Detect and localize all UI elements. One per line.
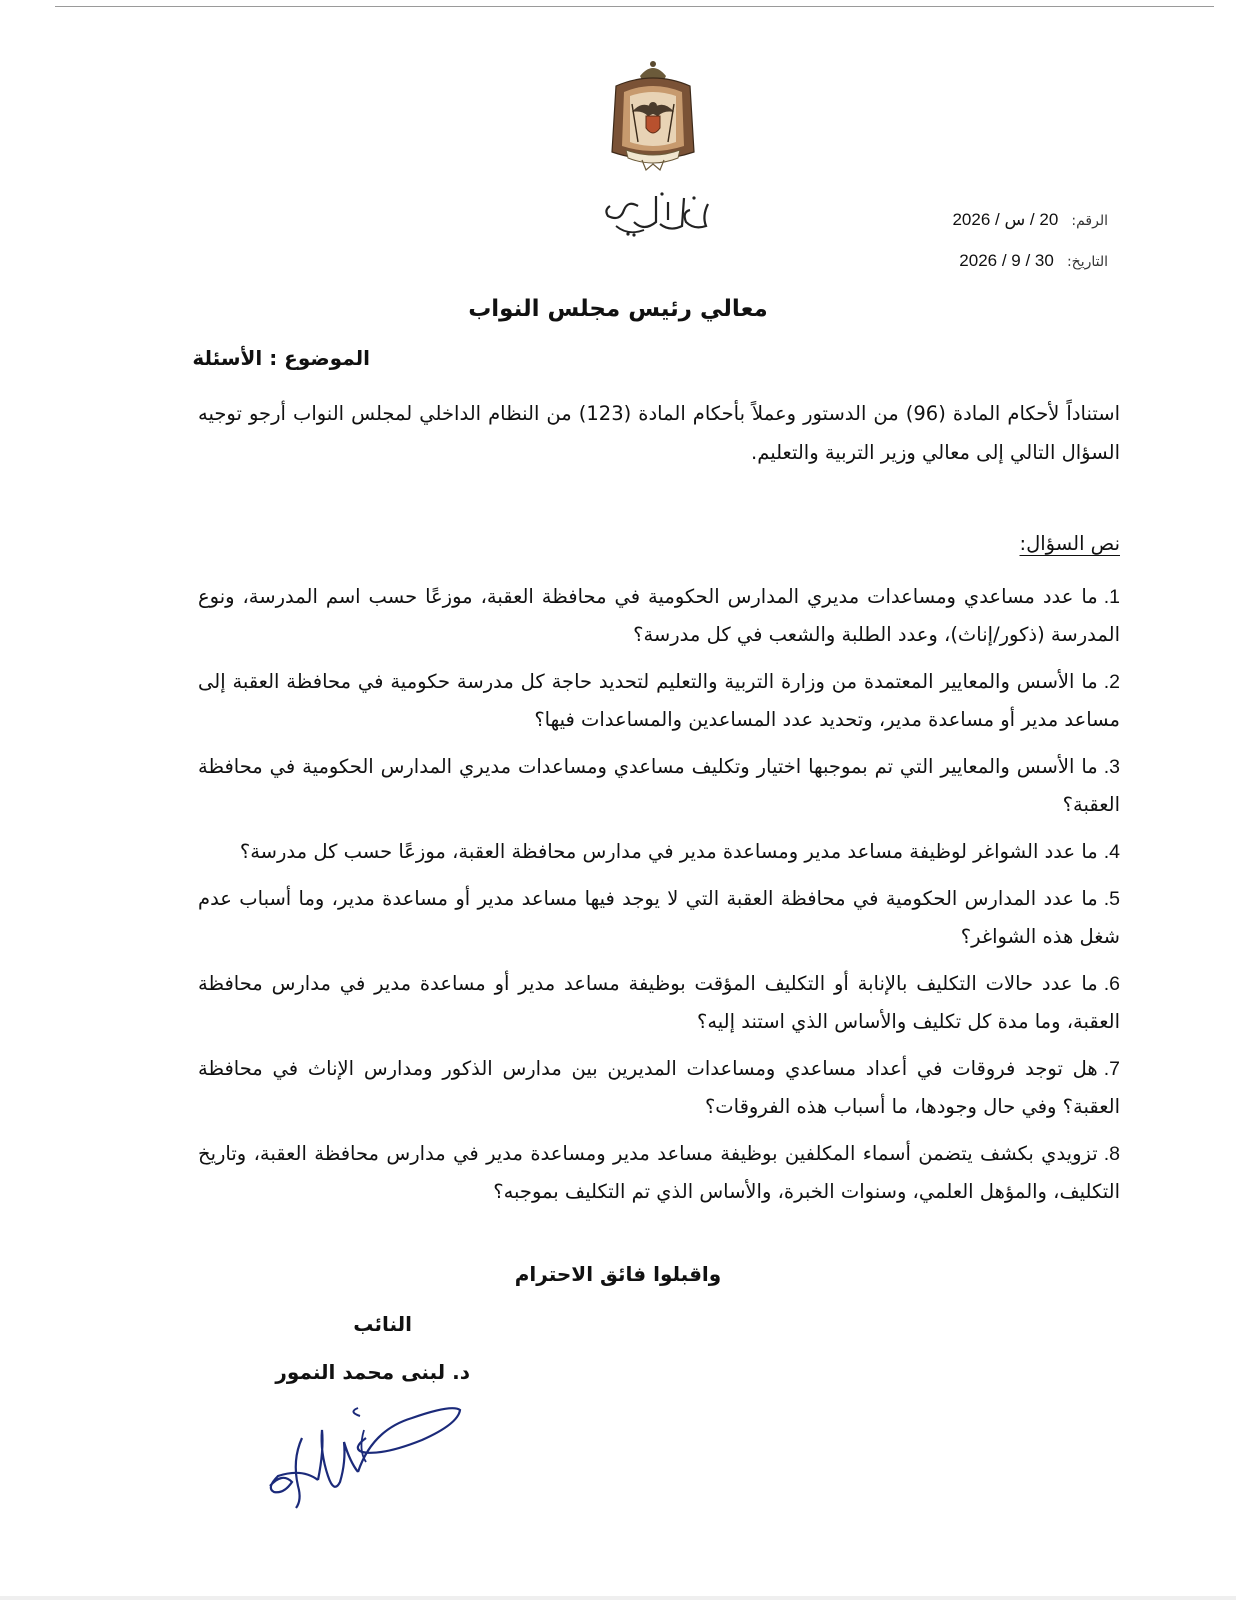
question-number: 2.: [1103, 671, 1120, 693]
question-number: 1.: [1103, 586, 1120, 608]
institution-calligraphy-logo: [598, 186, 716, 242]
question-text: ما عدد مساعدي ومساعدات مديري المدارس الحكومية في محافظة العقبة، موزعًا حسب اسم المدرسة، ونوع المدرسة (ذكور/إناث)، وعدد الطلبة والشعب في كل مدرسة؟: [198, 585, 1120, 646]
intro-paragraph: استناداً لأحكام المادة (96) من الدستور وعملاً بأحكام المادة (123) من النظام الداخلي لمجلس النواب أرجو توجيه السؤال التالي إلى معالي وزير التربية والتعليم.: [198, 402, 1120, 464]
reference-number: [952, 210, 1108, 230]
reference-value: 20 / س / 2026: [952, 210, 1059, 229]
question-item: [198, 833, 1120, 871]
signatory-name: د. لبنى محمد النمور: [275, 1360, 470, 1384]
question-item: [198, 1050, 1120, 1126]
question-number: 8.: [1103, 1143, 1120, 1165]
question-item: [198, 748, 1120, 824]
question-text: ما الأسس والمعايير المعتمدة من وزارة التربية والتعليم لتحديد حاجة كل مدرسة حكومية في محافظة العقبة إلى مساعد مدير أو مساعدة مدير، وتحديد عدد المساعدين والمساعدات فيها؟: [198, 670, 1120, 731]
questions-list: [198, 578, 1120, 1220]
date-label: التاريخ:: [1066, 254, 1108, 270]
reference-label: الرقم:: [1071, 213, 1108, 229]
question-text: تزويدي بكشف يتضمن أسماء المكلفين بوظيفة مساعد مدير ومساعدة مدير في مدارس محافظة العقبة، وتاريخ التكليف، والمؤهل العلمي، وسنوات الخبرة، والأساس الذي تم التكليف بموجبه؟: [198, 1142, 1120, 1203]
question-text: ما عدد الشواغر لوظيفة مساعد مدير ومساعدة مدير في مدارس محافظة العقبة، موزعًا حسب كل مدرسة؟: [239, 840, 1098, 863]
question-number: 3.: [1103, 756, 1120, 778]
subject-line: الموضوع : الأسئلة: [192, 346, 370, 370]
question-item: [198, 578, 1120, 654]
question-number: 4.: [1103, 841, 1120, 863]
question-text: ما الأسس والمعايير التي تم بموجبها اختيار وتكليف مساعدي ومساعدات مديري المدارس الحكومية في محافظة العقبة؟: [198, 755, 1120, 816]
question-number: 5.: [1103, 888, 1120, 910]
question-item: [198, 965, 1120, 1041]
coat-of-arms-emblem: [602, 56, 704, 176]
date-value: 30 / 9 / 2026: [959, 251, 1054, 270]
closing-line: واقبلوا فائق الاحترام: [514, 1262, 722, 1286]
question-number: 6.: [1103, 973, 1120, 995]
question-item: [198, 880, 1120, 956]
bottom-scan-edge: [0, 1596, 1236, 1600]
question-number: 7.: [1103, 1058, 1120, 1080]
question-text: هل توجد فروقات في أعداد مساعدي ومساعدات المديرين بين مدارس الذكور ومدارس الإناث في محافظة العقبة؟ وفي حال وجودها، ما أسباب هذه الفروقات؟: [198, 1057, 1120, 1118]
top-scan-edge: [55, 6, 1214, 7]
question-item: [198, 663, 1120, 739]
questions-heading: نص السؤال:: [1019, 532, 1120, 555]
handwritten-signature: [262, 1390, 472, 1520]
addressee-heading: معالي رئيس مجلس النواب: [468, 296, 768, 322]
letter-date: [959, 251, 1108, 271]
question-text: ما عدد المدارس الحكومية في محافظة العقبة التي لا يوجد فيها مساعد مدير أو مساعدة مدير، وما أسباب عدم شغل هذه الشواغر؟: [198, 887, 1120, 948]
signatory-title: النائب: [353, 1312, 412, 1336]
question-text: ما عدد حالات التكليف بالإنابة أو التكليف المؤقت بوظيفة مساعد مدير أو مساعدة مدير في مدارس محافظة العقبة، وما مدة كل تكليف والأساس الذي استند إليه؟: [198, 972, 1120, 1033]
question-item: [198, 1135, 1120, 1211]
